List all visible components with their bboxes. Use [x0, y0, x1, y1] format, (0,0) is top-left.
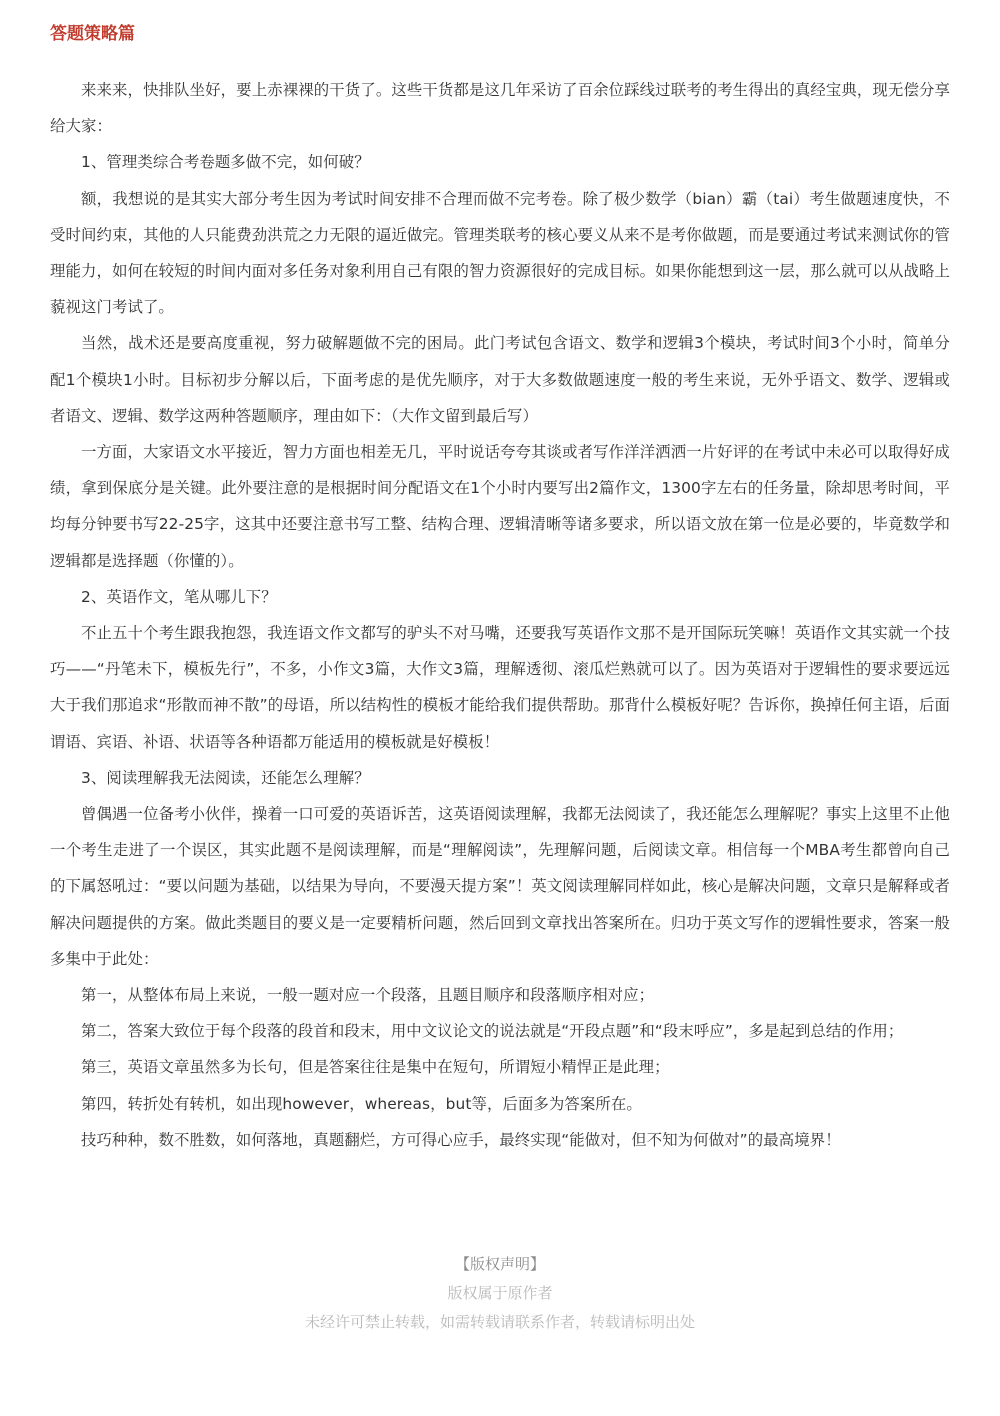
- copyright-notice: 未经许可禁止转载，如需转载请联系作者，转载请标明出处: [304, 1313, 695, 1331]
- copyright-heading: 【版权声明】: [454, 1255, 545, 1273]
- section-heading-2: 2、英语作文，笔从哪儿下？: [81, 587, 277, 606]
- body-paragraph: 不止五十个考生跟我抱怨，我连语文作文都写的驴头不对马嘴，还要我写英语作文那不是开国际玩笑嘛！英语作文其实就一个技巧——“丹笔未下，模板先行”，不多，小作文3篇，大作文3篇，理解透彻、滚瓜烂熟就可以了。因为英语对于逻辑性的要求要远远大于我们那追求“形散而神不散”的母语，所以结构性的模板才能给我们提供帮助。那背什么模板好呢？告诉你，换掉任何主语，后面谓语、宾语、补语、状语等各种语都万能适用的模板就是好模板！: [50, 624, 950, 751]
- copyright-owner: 版权属于原作者: [447, 1284, 553, 1302]
- closing-paragraph: 技巧种种，数不胜数，如何落地，真题翻烂，方可得心应手，最终实现“能做对，但不知为何做对”的最高境界！: [81, 1130, 841, 1149]
- body-paragraph: 一方面，大家语文水平接近，智力方面也相差无几，平时说话夸夸其谈或者写作洋洋洒洒一片好评的在考试中未必可以取得好成绩，拿到保底分是关键。此外要注意的是根据时间分配语文在1个小时内要写出2篇作文，1300字左右的任务量，除却思考时间，平均每分钟要书写22-25字，这其中还要注意书写工整、结构合理、逻辑清晰等诸多要求，所以语文放在第一位是必要的，毕竟数学和逻辑都是选择题（你懂的）。: [50, 443, 950, 570]
- body-paragraph: 额，我想说的是其实大部分考生因为考试时间安排不合理而做不完考卷。除了极少数学（bian）霸（tai）考生做题速度快，不受时间约束，其他的人只能费劲洪荒之力无限的逼近做完。管理类联考的核心要义从来不是考你做题，而是要通过考试来测试你的管理能力，如何在较短的时间内面对多任务对象利用自己有限的智力资源很好的完成目标。如果你能想到这一层，那么就可以从战略上藐视这门考试了。: [50, 189, 950, 317]
- body-paragraph: 曾偶遇一位备考小伙伴，操着一口可爱的英语诉苦，这英语阅读理解，我都无法阅读了，我还能怎么理解呢？事实上这里不止他一个考生走进了一个误区，其实此题不是阅读理解，而是“理解阅读”，先理解问题，后阅读文章。相信每一个MBA考生都曾向自己的下属怒吼过：“要以问题为基础，以结果为导向，不要漫天提方案”！英文阅读理解同样如此，核心是解决问题，文章只是解释或者解决问题提供的方案。做此类题目的要义是一定要精析问题，然后回到文章找出答案所在。归功于英文写作的逻辑性要求，答案一般多集中于此处：: [50, 805, 950, 968]
- intro-paragraph: 来来来，快排队坐好，要上赤裸裸的干货了。这些干货都是这几年采访了百余位踩线过联考的考生得出的真经宝典，现无偿分享给大家：: [50, 81, 950, 136]
- tip-item: 第二，答案大致位于每个段落的段首和段末，用中文议论文的说法就是“开段点题”和“段末呼应”，多是起到总结的作用；: [81, 1022, 904, 1041]
- section-heading-1: 1、管理类综合考卷题多做不完，如何破？: [81, 153, 370, 172]
- tip-item: 第四，转折处有转机，如出现however，whereas，but等，后面多为答案所在。: [81, 1094, 642, 1113]
- document-title: 答题策略篇: [50, 24, 135, 44]
- copyright-footer: [0, 1250, 1000, 1337]
- section-heading-3: 3、阅读理解我无法阅读，还能怎么理解？: [81, 768, 370, 787]
- tip-item: 第三，英语文章虽然多为长句，但是答案往往是集中在短句，所谓短小精悍正是此理；: [81, 1058, 670, 1077]
- tip-item: 第一，从整体布局上来说，一般一题对应一个段落，且题目顺序和段落顺序相对应；: [81, 986, 655, 1005]
- body-paragraph: 当然，战术还是要高度重视，努力破解题做不完的困局。此门考试包含语文、数学和逻辑3个模块，考试时间3个小时，简单分配1个模块1小时。目标初步分解以后，下面考虑的是优先顺序，对于大多数做题速度一般的考生来说，无外乎语文、数学、逻辑或者语文、逻辑、数学这两种答题顺序，理由如下：（大作文留到最后写）: [50, 334, 950, 425]
- document-body: [50, 72, 950, 1158]
